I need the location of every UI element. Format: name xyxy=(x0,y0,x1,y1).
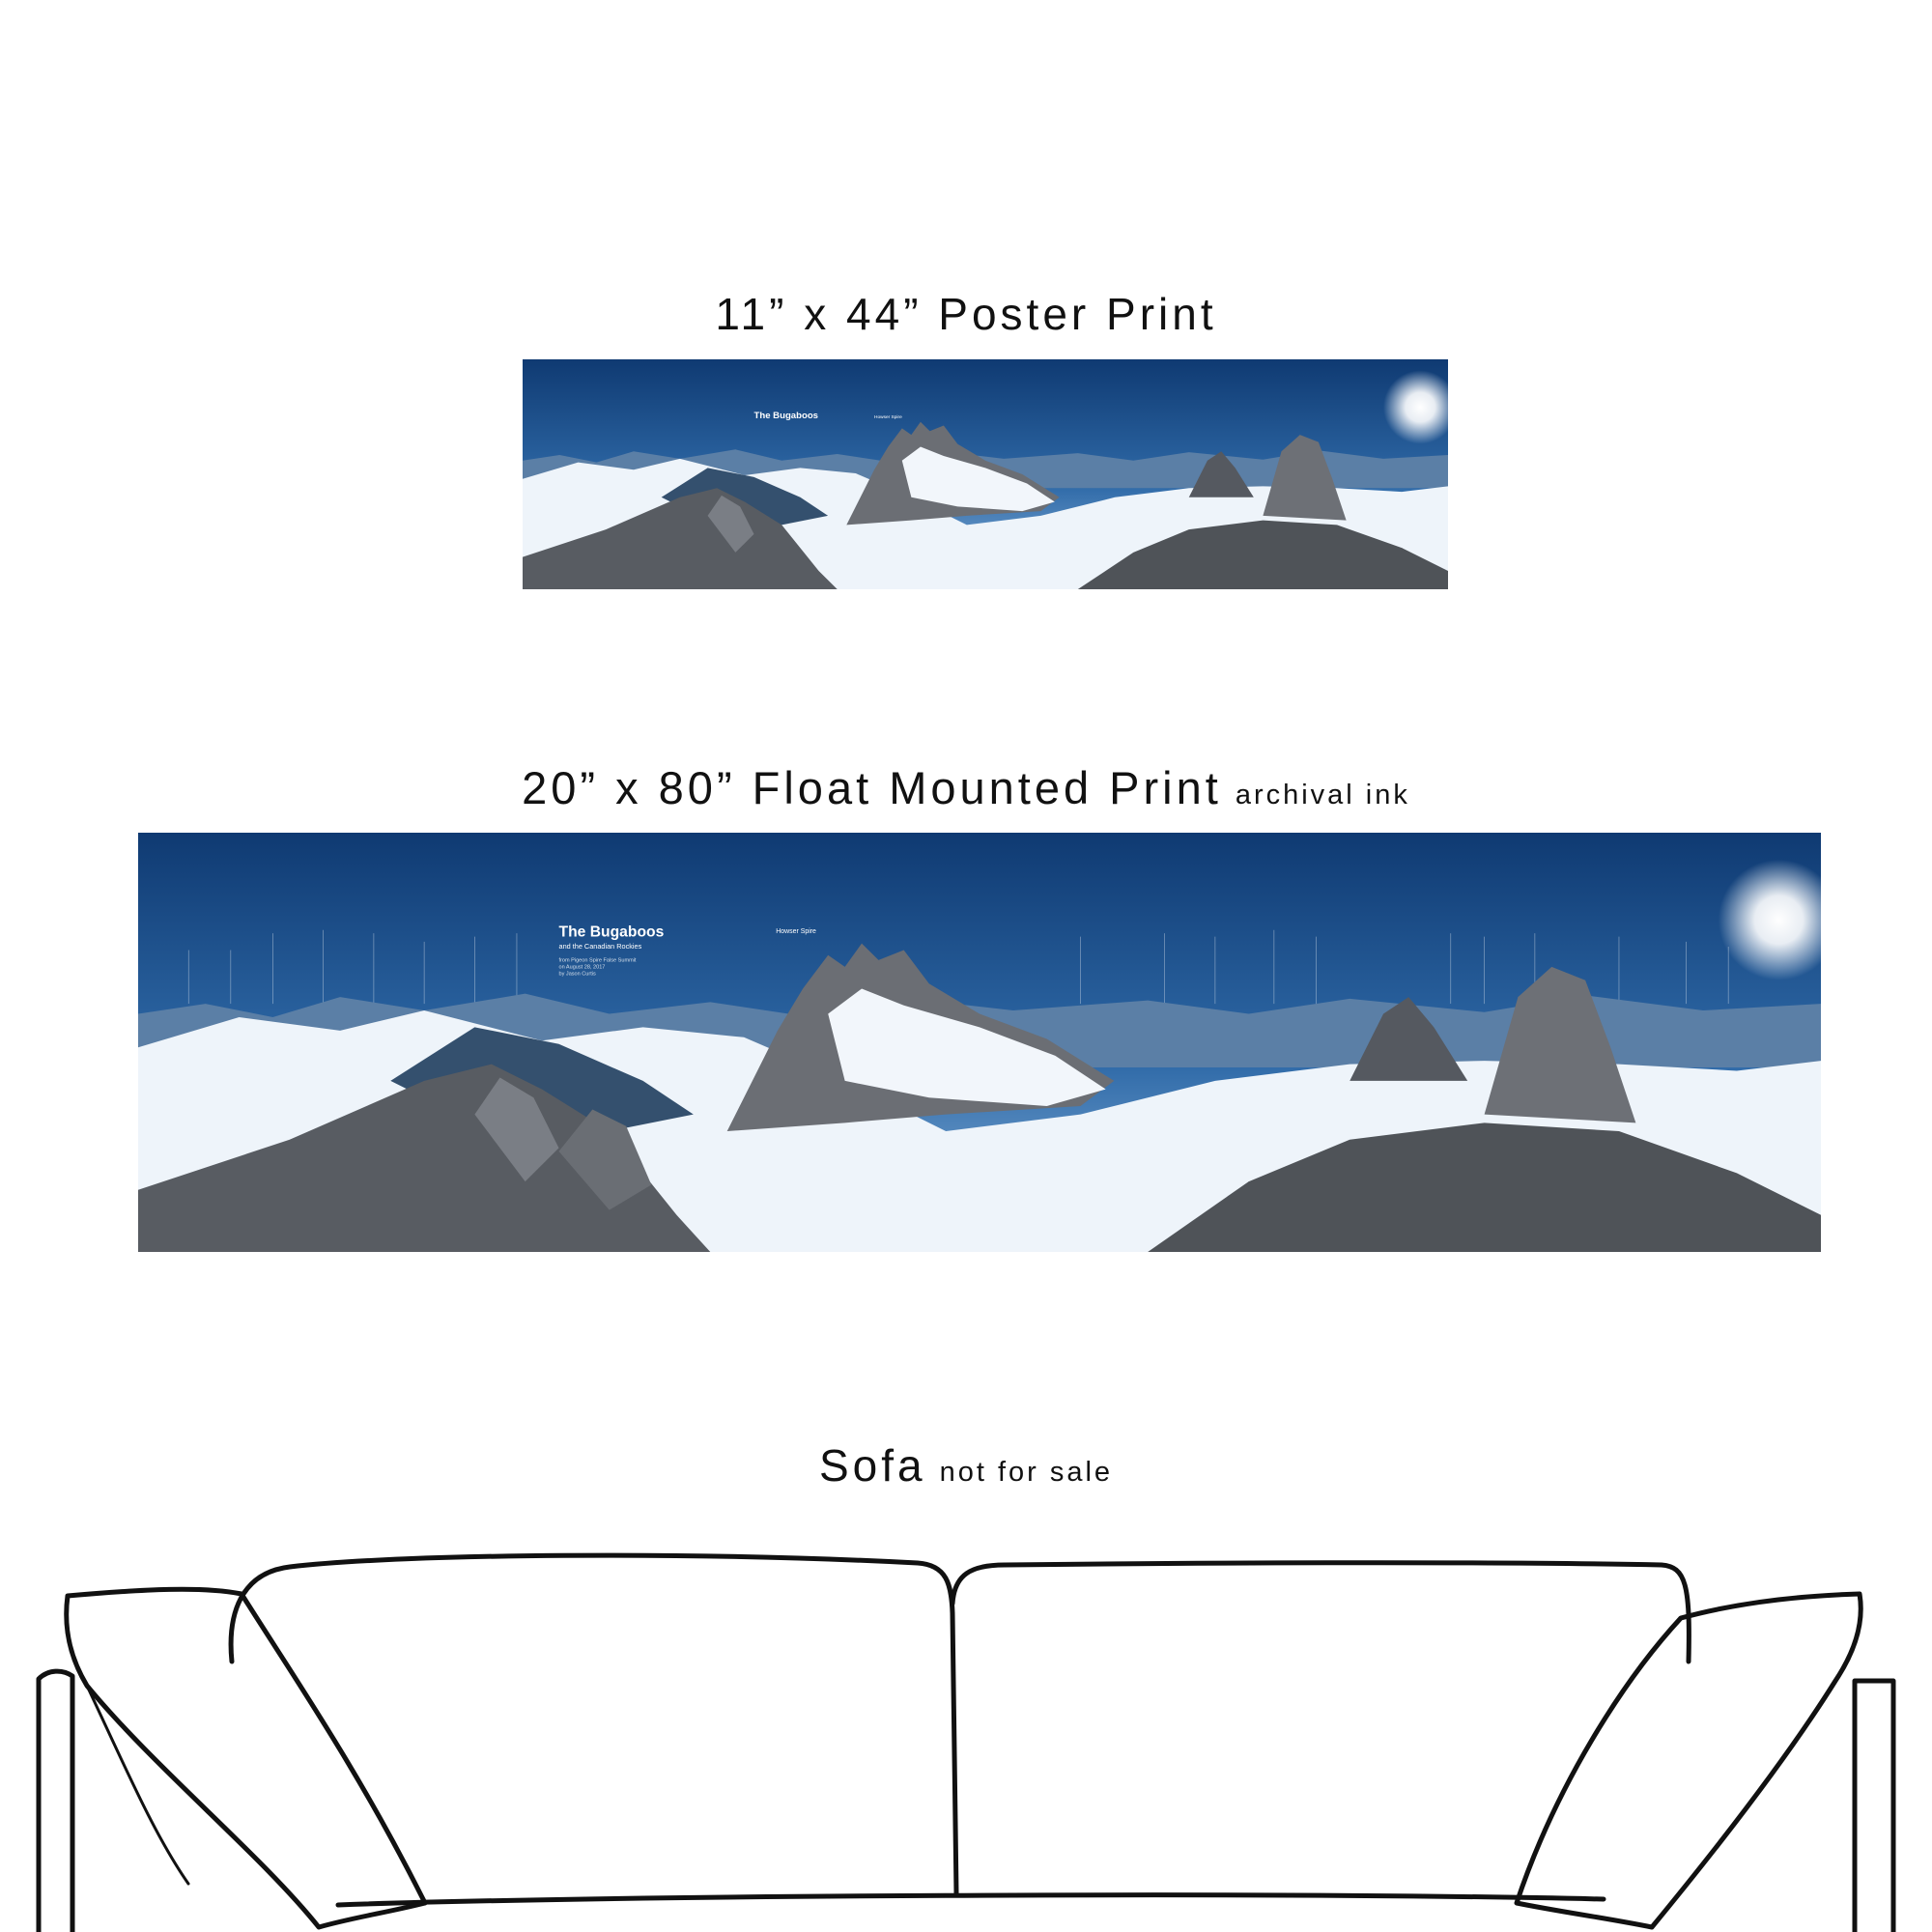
panorama-credit-line-3: by Jason Curtis xyxy=(558,971,596,978)
panorama-feature-label-large: Howser Spire xyxy=(776,928,816,936)
poster-print-title: 11” x 44” Poster Print xyxy=(715,289,1217,339)
sofa-note: not for sale xyxy=(939,1457,1114,1488)
sofa-title: Sofa xyxy=(818,1440,926,1491)
panorama-credit-line-1: from Pigeon Spire False Summit xyxy=(558,957,637,964)
sofa-illustration xyxy=(19,1488,1913,1932)
sofa-left-back-cushion xyxy=(231,1555,956,1893)
panorama-subtitle: and the Canadian Rockies xyxy=(558,941,642,951)
sofa-right-back-cushion xyxy=(952,1563,1689,1662)
float-mounted-heading xyxy=(0,761,1932,814)
float-mounted-title: 20” x 80” Float Mounted Print xyxy=(522,762,1222,813)
panorama-title: The Bugaboos xyxy=(753,410,819,421)
float-mounted-note: archival ink xyxy=(1235,780,1410,810)
poster-print-heading xyxy=(0,288,1932,340)
panorama-credit-line-2: on August 28, 2017 xyxy=(558,964,606,971)
poster-print-image xyxy=(523,359,1448,589)
sofa-drawing xyxy=(19,1488,1913,1932)
panorama-photo-large xyxy=(138,833,1821,1252)
sofa-heading xyxy=(0,1439,1932,1492)
sofa-right-arm xyxy=(1855,1681,1893,1932)
float-mounted-print-image xyxy=(138,833,1821,1252)
panorama-feature-label: Howser Spire xyxy=(874,414,902,420)
panorama-title-large: The Bugaboos xyxy=(558,923,665,941)
sofa-left-arm xyxy=(39,1671,72,1932)
panorama-photo xyxy=(523,359,1448,589)
